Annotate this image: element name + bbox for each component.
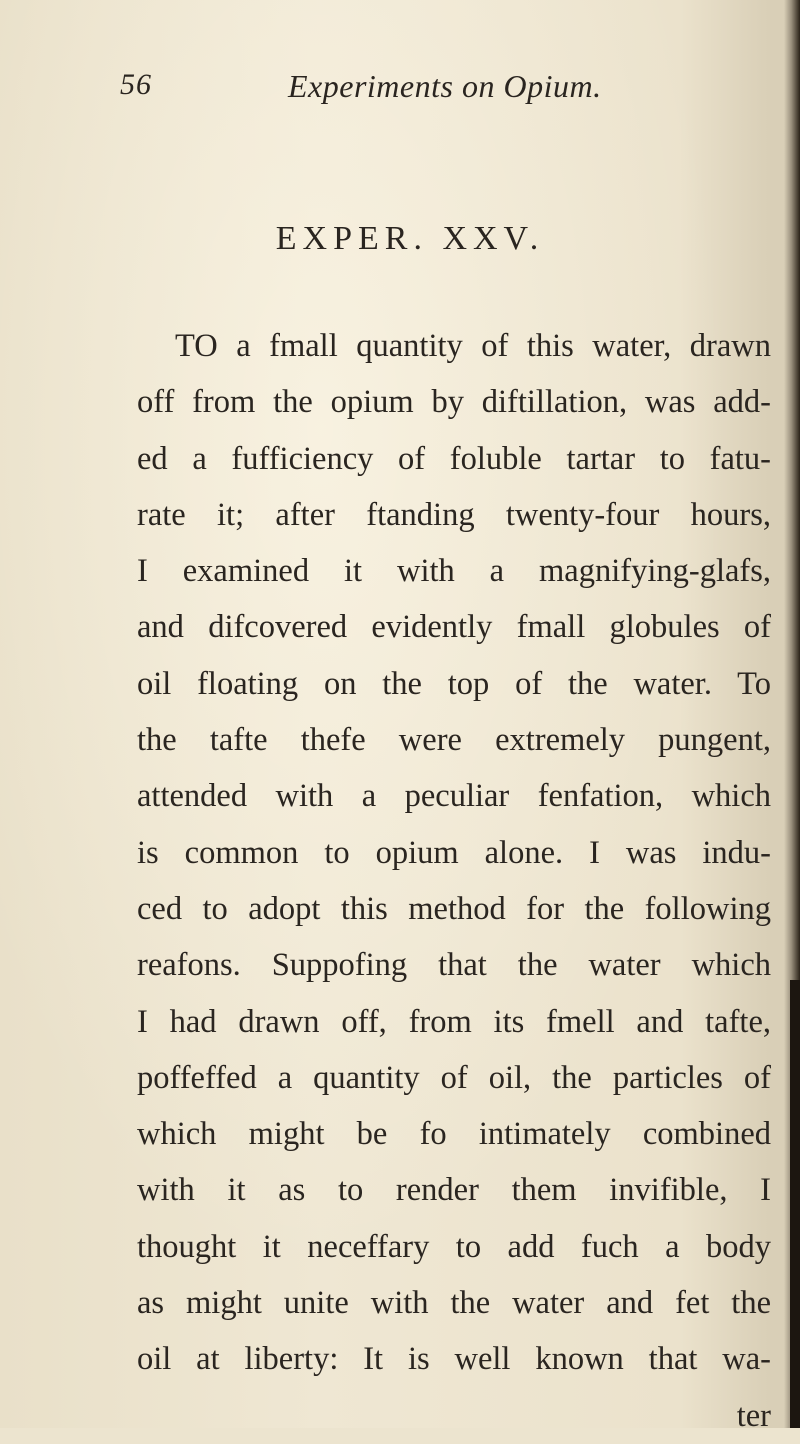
running-head: Experiments on Opium. — [288, 68, 602, 104]
text-line: attended with a peculiar fenfation, which — [137, 778, 771, 815]
text-line: the tafte thefe were extremely pungent, — [137, 722, 771, 759]
text-line: thought it neceffary to add fuch a body — [137, 1228, 771, 1265]
text-line: as might unite with the water and fet the — [137, 1285, 771, 1322]
text-line: TO a fmall quantity of this water, drawn — [175, 328, 771, 364]
page-edge-dark — [790, 980, 800, 1428]
text-line: ced to adopt this method for the following — [137, 890, 771, 927]
experiment-heading: EXPER. XXV. — [275, 220, 545, 257]
text-line: poffeffed a quantity of oil, the particles of — [137, 1059, 771, 1096]
text-line: I examined it with a magnifying-glafs, — [137, 553, 771, 590]
text-line: oil floating on the top of the water. To — [137, 665, 771, 702]
text-line: with it as to render them invifible, I — [137, 1172, 771, 1209]
text-line: ed a fufficiency of foluble tartar to fatu- — [137, 440, 771, 477]
page-header — [120, 68, 760, 118]
page-number: 56 — [120, 68, 152, 101]
text-line: which might be fo intimately combined — [137, 1116, 771, 1153]
text-line: off from the opium by diftillation, was add- — [137, 384, 771, 421]
text-line: and difcovered evidently fmall globules of — [137, 609, 771, 646]
catchword: ter — [736, 1397, 771, 1434]
text-line: rate it; after ftanding twenty-four hours, — [137, 496, 771, 533]
text-line: oil at liberty: It is well known that wa- — [137, 1341, 771, 1378]
body-text — [137, 318, 771, 1444]
text-line: I had drawn off, from its fmell and tafte, — [137, 1003, 771, 1040]
text-line: is common to opium alone. I was indu- — [137, 834, 771, 871]
text-line: reafons. Suppofing that the water which — [137, 947, 771, 984]
